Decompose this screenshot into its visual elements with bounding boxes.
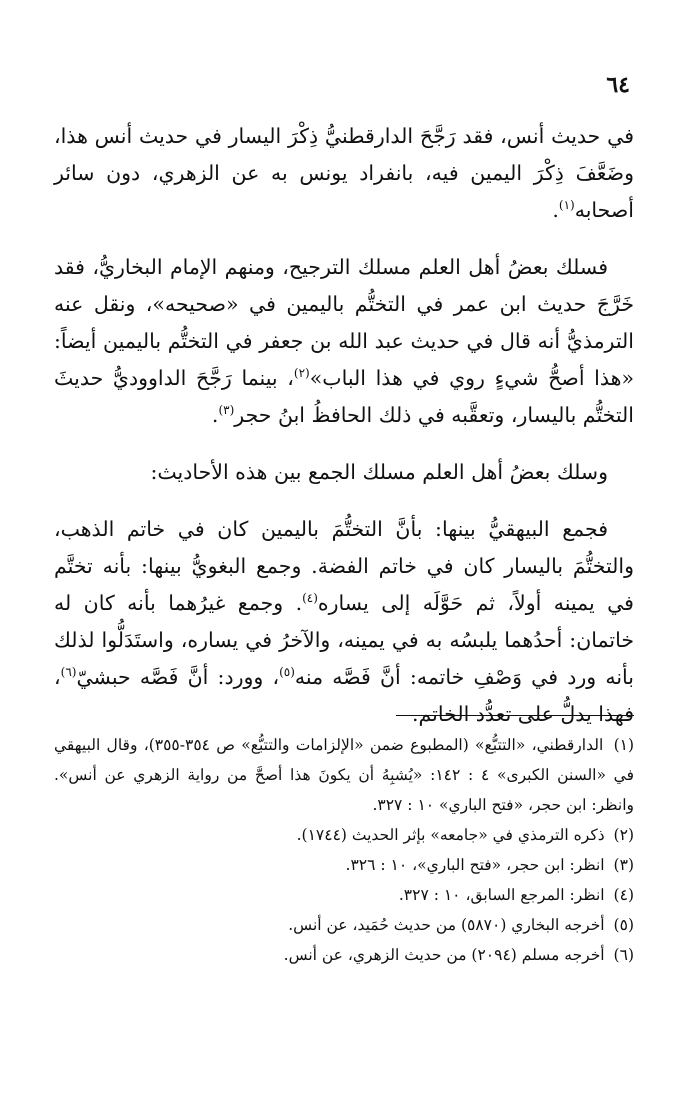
footnote-number: (٦) [613,946,634,964]
footnote-text: الدارقطني، «التتبُّع» (المطبوع ضمن «الإلزامات والتتبُّع» ص ٣٥٤-٣٥٥)، وقال البيهقي في «السنن الكبرى» ٤ : ١٤٢: «يُشبِهُ أن يكونَ هذا أصحَّ من رواية الزهري عن أنس». وانظر: ابن حجر، «فتح الباري» ١٠ : ٣٢٧. [54,736,635,814]
paragraph-tail: . [552,198,559,222]
footnote-ref: (٢) [293,366,310,381]
footnote-text: أخرجه البخاري (٥٨٧٠) من حديث حُمَيد، عن أنس. [288,916,605,934]
footnote-ref: (٥) [279,665,295,680]
paragraph-1 [54,118,634,229]
footnotes [54,730,634,970]
footnote-text: ذكره الترمذي في «جامعه» بإثر الحديث (١٧٤٤). [296,826,605,844]
footnote-ref: (٦) [60,665,77,680]
footnote-number: (١) [613,736,635,754]
paragraph-text: فسلك بعضُ أهل العلم مسلك الترجيح، ومنهم الإمام البخاريُّ، فقد خَرَّجَ حديث ابن عمر في التختُّم باليمين في «صحيحه»، ونقل عنه الترمذيُّ أنه قال في حديث عبد الله بن جعفر في التختُّم باليمين أيضاً: «هذا أصحُّ شيءٍ روي في هذا الباب» [54,255,634,390]
paragraph-text: في حديث أنس، فقد رَجَّحَ الدارقطنيُّ ذِكْرَ اليسار في حديث أنس هذا، وضَعَّفَ ذِكْرَ اليمين فيه، بانفراد يونس به عن الزهري، دون سائر أصحابه [54,124,634,222]
footnote-ref: (٣) [218,403,235,418]
footnote-number: (٢) [613,826,634,844]
paragraph-tail: ، بينما رَجَّحَ الداووديُّ حديثَ التختُّم باليسار، وتعقَّبه في ذلك الحافظُ ابنُ حجر [54,366,634,427]
paragraph-4 [54,511,634,733]
footnote-ref: (١) [558,198,575,213]
footnote-ref: (٤) [302,591,318,606]
footnote-text: انظر: المرجع السابق، ١٠ : ٣٢٧. [398,886,605,904]
footnote-text: أخرجه مسلم (٢٠٩٤) من حديث الزهري، عن أنس. [283,946,605,964]
footnote-number: (٤) [613,886,634,904]
paragraph-text: وسلك بعضُ أهل العلم مسلك الجمع بين هذه الأحاديث: [150,460,608,484]
footnote-divider [396,715,634,716]
footnote-2 [54,820,634,850]
paragraph-3 [54,454,634,491]
page-number: ٦٤ [606,72,630,98]
paragraph-tail: . [211,403,219,427]
paragraph-tail: . وجمع غيرُهما بأنه كان له خاتمان: أحدُهما يلبسُه به في يمينه، والآخرُ في يساره، واستَدَلُّوا لذلك بأنه ورد في وَصْفِ خاتمه: أنَّ فَصَّه منه [54,591,635,689]
footnote-4 [54,880,634,910]
footnote-6 [54,940,634,970]
footnote-3 [54,850,634,880]
main-text [54,118,634,733]
footnote-text: انظر: ابن حجر، «فتح الباري»، ١٠ : ٣٢٦. [345,856,605,874]
paragraph-2 [54,249,634,434]
paragraph-tail: ، وورد: أنَّ فَصَّه حبشيّ [76,665,280,689]
footnote-number: (٣) [613,856,634,874]
paragraph-tail: ، فهذا يدلُّ على تعدُّد الخاتم. [54,665,634,726]
footnote-1 [54,730,634,820]
paragraph-text: فجمع البيهقيُّ بينها: بأنَّ التختُّمَ باليمين كان في خاتم الذهب، والتختُّمَ باليسار كان في خاتم الفضة. وجمع البغويُّ بينها: بأنه تختَّم في يمينه أولاً، ثم حَوَّلَه إلى يساره [54,517,634,615]
footnote-5 [54,910,634,940]
footnote-number: (٥) [613,916,634,934]
